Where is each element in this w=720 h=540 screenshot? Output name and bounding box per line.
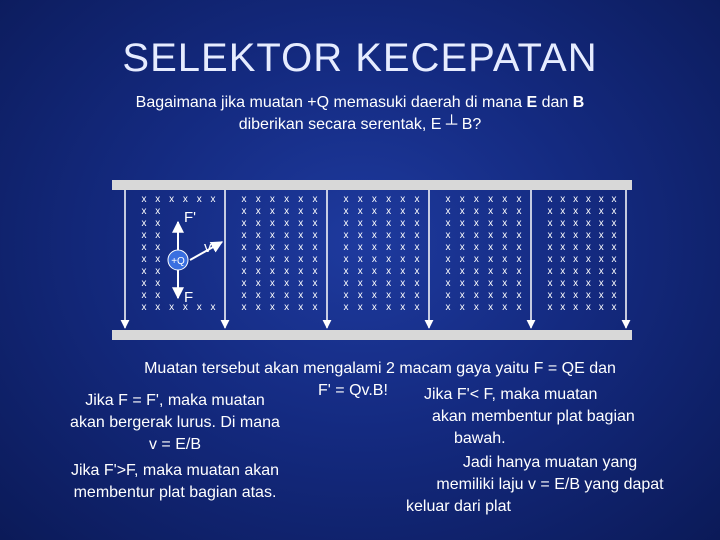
magnetic-field-x-mark: x (473, 302, 479, 313)
magnetic-field-x-mark: x (386, 266, 392, 277)
case-greater-text (40, 460, 310, 504)
magnetic-field-x-mark: x (255, 206, 261, 217)
magnetic-field-x-mark: x (400, 290, 406, 301)
magnetic-field-x-mark: x (611, 266, 617, 277)
magnetic-field-x-mark: x (255, 278, 261, 289)
magnetic-field-x-mark: x (488, 290, 494, 301)
magnetic-field-x-mark: x (400, 230, 406, 241)
magnetic-field-x-mark: x (611, 302, 617, 313)
magnetic-field-x-mark: x (459, 278, 465, 289)
magnetic-field-x-mark: x (473, 242, 479, 253)
magnetic-field-x-mark: x (560, 254, 566, 265)
magnetic-field-x-mark: x (386, 302, 392, 313)
magnetic-field-x-mark: x (155, 206, 161, 217)
magnetic-field-x-mark: x (269, 218, 275, 229)
magnetic-field-x-mark: x (155, 302, 161, 313)
magnetic-field-x-mark: x (414, 206, 420, 217)
magnetic-field-x-mark: x (386, 230, 392, 241)
magnetic-field-x-mark: x (312, 242, 318, 253)
magnetic-field-x-mark: x (298, 218, 304, 229)
magnetic-field-x-mark: x (155, 290, 161, 301)
magnetic-field-x-mark: x (516, 218, 522, 229)
magnetic-field-x-mark: x (547, 206, 553, 217)
question-line2: diberikan secara serentak, E ┴ B? (238, 116, 482, 133)
magnetic-field-x-mark: x (488, 206, 494, 217)
magnetic-field-x-mark: x (357, 242, 363, 253)
magnetic-field-x-mark: x (573, 194, 579, 205)
upper-plate (112, 180, 632, 190)
conclusion-line: keluar dari plat (406, 498, 511, 515)
magnetic-field-x-mark: x (611, 218, 617, 229)
magnetic-field-x-mark: x (459, 230, 465, 241)
magnetic-field-x-mark: x (298, 242, 304, 253)
magnetic-field-x-mark: x (573, 278, 579, 289)
magnetic-field-x-mark: x (343, 230, 349, 241)
magnetic-field-x-mark: x (585, 278, 591, 289)
magnetic-field-x-mark: x (611, 254, 617, 265)
magnetic-field-x-mark: x (386, 194, 392, 205)
magnetic-field-x-mark: x (459, 242, 465, 253)
magnetic-field-x-mark: x (386, 206, 392, 217)
magnetic-field-x-mark: x (459, 290, 465, 301)
magnetic-field-x-mark: x (298, 302, 304, 313)
magnetic-field-x-mark: x (169, 194, 175, 205)
main-explanation-line1: Muatan tersebut akan mengalami 2 macam gaya yaitu F = QE dan (144, 360, 616, 377)
magnetic-field-x-mark: x (255, 254, 261, 265)
magnetic-field-x-mark: x (269, 302, 275, 313)
magnetic-field-x-mark: x (573, 218, 579, 229)
magnetic-field-x-mark: x (547, 242, 553, 253)
magnetic-field-x-mark: x (414, 266, 420, 277)
magnetic-field-x-mark: x (488, 230, 494, 241)
magnetic-field-x-mark: x (502, 302, 508, 313)
magnetic-field-x-mark: x (459, 266, 465, 277)
magnetic-field-x-mark: x (343, 278, 349, 289)
magnetic-field-x-mark: x (312, 278, 318, 289)
magnetic-field-x-mark: x (547, 254, 553, 265)
magnetic-field-x-mark: x (611, 230, 617, 241)
magnetic-field-x-mark: x (141, 278, 147, 289)
magnetic-field-x-mark: x (371, 290, 377, 301)
magnetic-field-x-mark: x (611, 290, 617, 301)
magnetic-field-x-mark: x (502, 218, 508, 229)
magnetic-field-x-mark: x (560, 194, 566, 205)
magnetic-field-x-mark: x (312, 206, 318, 217)
magnetic-field-x-mark: x (141, 218, 147, 229)
magnetic-field-x-mark: x (502, 242, 508, 253)
magnetic-field-x-mark: x (598, 230, 604, 241)
magnetic-field-x-mark: x (269, 254, 275, 265)
magnetic-field-x-mark: x (141, 230, 147, 241)
force-lower-label: F (184, 289, 194, 306)
magnetic-field-x-mark: x (502, 194, 508, 205)
magnetic-field-x-mark: x (269, 266, 275, 277)
magnetic-field-x-mark: x (573, 266, 579, 277)
magnetic-field-x-mark: x (241, 302, 247, 313)
magnetic-field-x-mark: x (547, 194, 553, 205)
magnetic-field-x-mark: x (502, 278, 508, 289)
magnetic-field-x-mark: x (141, 242, 147, 253)
magnetic-field-x-mark: x (598, 218, 604, 229)
magnetic-field-x-mark: x (516, 302, 522, 313)
magnetic-field-x-mark: x (585, 218, 591, 229)
case-equal-line: Jika F = F', maka muatan (85, 392, 265, 409)
magnetic-field-x-mark: x (141, 290, 147, 301)
magnetic-field-x-mark: x (284, 254, 290, 265)
magnetic-field-x-mark: x (585, 194, 591, 205)
magnetic-field-x-mark: x (298, 290, 304, 301)
magnetic-field-x-mark: x (357, 290, 363, 301)
magnetic-field-x-mark: x (343, 302, 349, 313)
magnetic-field-x-mark: x (400, 218, 406, 229)
magnetic-field-x-mark: x (241, 194, 247, 205)
magnetic-field-x-mark: x (155, 266, 161, 277)
magnetic-field-x-mark: x (473, 218, 479, 229)
magnetic-field-x-mark: x (516, 278, 522, 289)
magnetic-field-x-mark: x (473, 230, 479, 241)
magnetic-field-x-mark: x (241, 266, 247, 277)
magnetic-field-x-mark: x (155, 230, 161, 241)
magnetic-field-x-mark: x (573, 302, 579, 313)
magnetic-field-x-mark: x (414, 302, 420, 313)
magnetic-field-x-mark: x (312, 218, 318, 229)
magnetic-field-x-mark: x (269, 278, 275, 289)
magnetic-field-x-mark: x (155, 194, 161, 205)
magnetic-field-x-mark: x (371, 302, 377, 313)
magnetic-field-x-mark: x (284, 194, 290, 205)
magnetic-field-x-mark: x (182, 194, 188, 205)
magnetic-field-x-mark: x (488, 266, 494, 277)
magnetic-field-x-mark: x (155, 278, 161, 289)
magnetic-field-x-mark: x (298, 266, 304, 277)
magnetic-field-x-mark: x (445, 242, 451, 253)
magnetic-field-x-mark: x (473, 254, 479, 265)
magnetic-field-x-mark: x (371, 254, 377, 265)
magnetic-field-x-mark: x (585, 242, 591, 253)
magnetic-field-x-mark: x (585, 254, 591, 265)
magnetic-field-x-mark: x (445, 218, 451, 229)
magnetic-field-x-mark: x (414, 278, 420, 289)
magnetic-field-x-mark: x (547, 302, 553, 313)
magnetic-field-x-mark: x (611, 278, 617, 289)
case-greater-line: membentur plat bagian atas. (73, 484, 277, 501)
magnetic-field-x-mark: x (502, 290, 508, 301)
magnetic-field-x-mark: x (371, 266, 377, 277)
magnetic-field-x-mark: x (312, 302, 318, 313)
magnetic-field-x-mark: x (445, 230, 451, 241)
magnetic-field-x-mark: x (141, 266, 147, 277)
magnetic-field-x-mark: x (357, 218, 363, 229)
magnetic-field-x-mark: x (598, 266, 604, 277)
magnetic-field-x-mark: x (357, 254, 363, 265)
magnetic-field-x-mark: x (400, 302, 406, 313)
magnetic-field-x-mark: x (473, 206, 479, 217)
magnetic-field-x-mark: x (414, 290, 420, 301)
magnetic-field-x-mark: x (502, 254, 508, 265)
magnetic-field-x-mark: x (343, 254, 349, 265)
magnetic-field-x-mark: x (560, 266, 566, 277)
slide-title: SELEKTOR KECEPATAN (122, 36, 598, 80)
magnetic-field-x-mark: x (269, 290, 275, 301)
magnetic-field-x-mark: x (141, 254, 147, 265)
magnetic-field-x-mark: x (343, 266, 349, 277)
magnetic-field-x-mark: x (400, 242, 406, 253)
force-upper-label: F' (184, 209, 197, 226)
magnetic-field-x-mark: x (386, 290, 392, 301)
case-equal-text (40, 390, 310, 456)
magnetic-field-x-mark: x (414, 194, 420, 205)
magnetic-field-x-mark: x (445, 278, 451, 289)
case-equal-line: akan bergerak lurus. Di mana (70, 414, 280, 431)
magnetic-field-marks (142, 194, 617, 313)
magnetic-field-x-mark: x (371, 194, 377, 205)
magnetic-field-x-mark: x (560, 302, 566, 313)
magnetic-field-x-mark: x (312, 266, 318, 277)
magnetic-field-x-mark: x (155, 242, 161, 253)
magnetic-field-x-mark: x (516, 230, 522, 241)
magnetic-field-x-mark: x (269, 242, 275, 253)
magnetic-field-x-mark: x (400, 278, 406, 289)
magnetic-field-x-mark: x (386, 254, 392, 265)
magnetic-field-x-mark: x (547, 218, 553, 229)
magnetic-field-x-mark: x (445, 206, 451, 217)
case-less-line: Jika F'< F, maka muatan (424, 386, 598, 403)
magnetic-field-x-mark: x (312, 194, 318, 205)
magnetic-field-x-mark: x (169, 302, 175, 313)
magnetic-field-x-mark: x (573, 206, 579, 217)
magnetic-field-x-mark: x (488, 278, 494, 289)
question-line1-mid: dan (537, 94, 573, 111)
magnetic-field-x-mark: x (196, 194, 202, 205)
magnetic-field-x-mark: x (284, 290, 290, 301)
magnetic-field-x-mark: x (598, 194, 604, 205)
magnetic-field-x-mark: x (598, 206, 604, 217)
magnetic-field-x-mark: x (284, 218, 290, 229)
magnetic-field-x-mark: x (298, 254, 304, 265)
magnetic-field-x-mark: x (414, 242, 420, 253)
magnetic-field-x-mark: x (488, 254, 494, 265)
magnetic-field-x-mark: x (357, 194, 363, 205)
magnetic-field-x-mark: x (502, 206, 508, 217)
magnetic-field-x-mark: x (241, 206, 247, 217)
magnetic-field-x-mark: x (488, 302, 494, 313)
magnetic-field-x-mark: x (459, 254, 465, 265)
magnetic-field-x-mark: x (400, 194, 406, 205)
magnetic-field-x-mark: x (502, 266, 508, 277)
magnetic-field-x-mark: x (182, 302, 188, 313)
magnetic-field-x-mark: x (298, 206, 304, 217)
magnetic-field-x-mark: x (598, 242, 604, 253)
magnetic-field-x-mark: x (547, 266, 553, 277)
magnetic-field-x-mark: x (573, 230, 579, 241)
magnetic-field-x-mark: x (241, 290, 247, 301)
magnetic-field-x-mark: x (445, 194, 451, 205)
magnetic-field-x-mark: x (312, 254, 318, 265)
magnetic-field-x-mark: x (343, 194, 349, 205)
magnetic-field-x-mark: x (312, 290, 318, 301)
magnetic-field-x-mark: x (357, 206, 363, 217)
magnetic-field-x-mark: x (560, 206, 566, 217)
magnetic-field-x-mark: x (371, 242, 377, 253)
magnetic-field-x-mark: x (516, 290, 522, 301)
question-b-symbol: B (572, 94, 585, 111)
lower-plate (112, 330, 632, 340)
magnetic-field-x-mark: x (386, 242, 392, 253)
magnetic-field-x-mark: x (473, 290, 479, 301)
magnetic-field-x-mark: x (585, 290, 591, 301)
magnetic-field-x-mark: x (560, 218, 566, 229)
magnetic-field-x-mark: x (488, 218, 494, 229)
magnetic-field-x-mark: x (371, 218, 377, 229)
magnetic-field-x-mark: x (516, 266, 522, 277)
magnetic-field-x-mark: x (371, 278, 377, 289)
magnetic-field-x-mark: x (585, 230, 591, 241)
magnetic-field-x-mark: x (210, 194, 216, 205)
magnetic-field-x-mark: x (371, 230, 377, 241)
magnetic-field-x-mark: x (573, 254, 579, 265)
magnetic-field-x-mark: x (343, 206, 349, 217)
magnetic-field-x-mark: x (414, 254, 420, 265)
magnetic-field-x-mark: x (255, 266, 261, 277)
magnetic-field-x-mark: x (459, 206, 465, 217)
magnetic-field-x-mark: x (357, 302, 363, 313)
main-explanation-line2: F' = Qv.B! (318, 382, 388, 399)
magnetic-field-x-mark: x (445, 290, 451, 301)
magnetic-field-x-mark: x (312, 230, 318, 241)
magnetic-field-x-mark: x (241, 254, 247, 265)
magnetic-field-x-mark: x (611, 242, 617, 253)
case-less-line: bawah. (454, 430, 506, 447)
magnetic-field-x-mark: x (241, 218, 247, 229)
magnetic-field-x-mark: x (298, 194, 304, 205)
magnetic-field-x-mark: x (560, 278, 566, 289)
case-less-line: akan membentur plat bagian (432, 408, 635, 425)
magnetic-field-x-mark: x (598, 254, 604, 265)
magnetic-field-x-mark: x (516, 194, 522, 205)
charge-label: +Q (171, 256, 185, 267)
magnetic-field-x-mark: x (241, 278, 247, 289)
magnetic-field-x-mark: x (141, 194, 147, 205)
magnetic-field-x-mark: x (196, 302, 202, 313)
magnetic-field-x-mark: x (255, 302, 261, 313)
magnetic-field-x-mark: x (585, 206, 591, 217)
magnetic-field-x-mark: x (400, 254, 406, 265)
case-greater-line: Jika F'>F, maka muatan akan (70, 462, 280, 479)
magnetic-field-x-mark: x (473, 194, 479, 205)
magnetic-field-x-mark: x (284, 242, 290, 253)
magnetic-field-x-mark: x (241, 242, 247, 253)
magnetic-field-x-mark: x (255, 290, 261, 301)
magnetic-field-x-mark: x (598, 302, 604, 313)
magnetic-field-x-mark: x (459, 302, 465, 313)
magnetic-field-x-mark: x (445, 254, 451, 265)
magnetic-field-x-mark: x (473, 266, 479, 277)
magnetic-field-x-mark: x (488, 242, 494, 253)
magnetic-field-x-mark: x (255, 242, 261, 253)
magnetic-field-x-mark: x (560, 290, 566, 301)
case-less-text (424, 384, 704, 450)
magnetic-field-x-mark: x (611, 206, 617, 217)
magnetic-field-x-mark: x (155, 254, 161, 265)
magnetic-field-x-mark: x (560, 242, 566, 253)
magnetic-field-x-mark: x (516, 254, 522, 265)
magnetic-field-x-mark: x (585, 302, 591, 313)
magnetic-field-x-mark: x (547, 290, 553, 301)
magnetic-field-x-mark: x (284, 278, 290, 289)
magnetic-field-x-mark: x (284, 302, 290, 313)
magnetic-field-x-mark: x (343, 242, 349, 253)
magnetic-field-x-mark: x (269, 194, 275, 205)
magnetic-field-x-mark: x (284, 266, 290, 277)
magnetic-field-x-mark: x (357, 230, 363, 241)
magnetic-field-x-mark: x (414, 230, 420, 241)
magnetic-field-x-mark: x (547, 230, 553, 241)
magnetic-field-x-mark: x (585, 266, 591, 277)
magnetic-field-x-mark: x (516, 242, 522, 253)
question-line1-pre: Bagaimana jika muatan +Q memasuki daerah di mana (135, 94, 527, 111)
magnetic-field-x-mark: x (488, 194, 494, 205)
question-e-symbol: E (526, 94, 538, 111)
magnetic-field-x-mark: x (386, 278, 392, 289)
magnetic-field-x-mark: x (414, 218, 420, 229)
magnetic-field-x-mark: x (473, 278, 479, 289)
conclusion-line: Jadi hanya muatan yang (462, 454, 638, 471)
magnetic-field-x-mark: x (445, 266, 451, 277)
magnetic-field-x-mark: x (560, 230, 566, 241)
magnetic-field-x-mark: x (284, 206, 290, 217)
magnetic-field-x-mark: x (573, 242, 579, 253)
magnetic-field-x-mark: x (547, 278, 553, 289)
magnetic-field-x-mark: x (386, 218, 392, 229)
magnetic-field-x-mark: x (141, 302, 147, 313)
magnetic-field-x-mark: x (269, 206, 275, 217)
magnetic-field-x-mark: x (343, 290, 349, 301)
magnetic-field-x-mark: x (269, 230, 275, 241)
magnetic-field-x-mark: x (516, 206, 522, 217)
magnetic-field-x-mark: x (611, 194, 617, 205)
magnetic-field-x-mark: x (502, 230, 508, 241)
velocity-label: v (204, 239, 212, 256)
magnetic-field-x-mark: x (598, 278, 604, 289)
magnetic-field-x-mark: x (445, 302, 451, 313)
magnetic-field-x-mark: x (343, 218, 349, 229)
magnetic-field-x-mark: x (371, 206, 377, 217)
magnetic-field-x-mark: x (459, 194, 465, 205)
magnetic-field-x-mark: x (357, 266, 363, 277)
case-equal-line: v = E/B (148, 436, 202, 453)
magnetic-field-x-mark: x (400, 266, 406, 277)
magnetic-field-x-mark: x (241, 230, 247, 241)
magnetic-field-x-mark: x (255, 230, 261, 241)
magnetic-field-x-mark: x (284, 230, 290, 241)
magnetic-field-x-mark: x (255, 194, 261, 205)
magnetic-field-x-mark: x (298, 230, 304, 241)
magnetic-field-x-mark: x (255, 218, 261, 229)
magnetic-field-x-mark: x (298, 278, 304, 289)
magnetic-field-x-mark: x (573, 290, 579, 301)
magnetic-field-x-mark: x (155, 218, 161, 229)
conclusion-line: memiliki laju v = E/B yang dapat (436, 476, 664, 493)
magnetic-field-x-mark: x (210, 302, 216, 313)
magnetic-field-x-mark: x (141, 206, 147, 217)
magnetic-field-x-mark: x (400, 206, 406, 217)
magnetic-field-x-mark: x (459, 218, 465, 229)
magnetic-field-x-mark: x (598, 290, 604, 301)
magnetic-field-x-mark: x (357, 278, 363, 289)
conclusion-text (400, 452, 700, 518)
